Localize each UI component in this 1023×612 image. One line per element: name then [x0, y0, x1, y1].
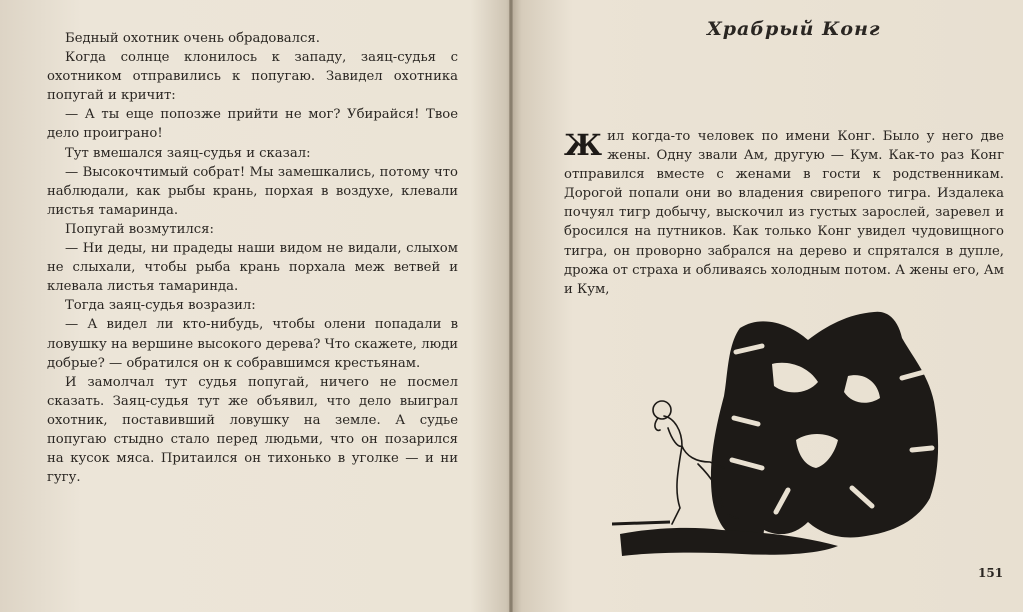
right-page	[512, 0, 1023, 612]
paragraph: Попугай возмутился:	[65, 221, 214, 237]
paragraph: — Ни деды, ни прадеды наши видом не видали, слыхом не слыхали, чтобы рыба крань порхала меж ветвей и клевала листья тамаринда.	[47, 241, 458, 295]
paragraph: И замолчал тут судья попугай, ничего не посмел сказать. Заяц-судья тут же объявил, что дело выиграл охотник, поставивший ловушку на земле. А судье попугаю стыдно стало перед людьми, что он позарился на кусок мяса. Притаился он тихонько в уголке — и ни гугу.	[47, 374, 458, 486]
paragraph: Тогда заяц-судья возразил:	[65, 298, 256, 314]
story-body: ил когда-то человек по имени Конг. Было у него две жены. Одну звали Ам, другую — Кум. Как-то раз Конг отправился вместе с женами в гости к родственникам. Дорогой попали они во владения свирепого тигра. Издалека почуял тигр добычу, выскочил из густых зарослей, заревел и бросился на путников. Как только Конг увидел чудовищного тигра, он проворно забрался на дерево и спрятался в дупле, дрожа от страха и обливаясь холодным потом. А жены его, Ам и Кум,	[564, 129, 1005, 297]
drop-cap: Ж	[564, 128, 603, 162]
paragraph: Когда солнце клонилось к западу, заяц-судья с охотником отправились к попугаю. Завидел охотника попугай и кричит:	[47, 50, 458, 104]
story-opening-paragraph	[564, 127, 1004, 299]
paragraph: — Высокочтимый собрат! Мы замешкались, потому что наблюдали, как рыбы крань, порхая в воздухе, клевали листья тамаринда.	[47, 164, 458, 218]
right-page-text	[564, 127, 1004, 299]
left-page	[0, 0, 510, 612]
tiger-head-icon	[711, 312, 938, 549]
paragraph: Бедный охотник очень обрадовался.	[65, 31, 320, 46]
page-number: 151	[978, 566, 1004, 580]
left-page-text	[47, 29, 458, 487]
story-title: Храбрый Конг	[707, 18, 881, 40]
tiger-and-man-illustration	[612, 300, 952, 562]
paragraph: — А ты еще попозже прийти не мог? Убирайся! Твое дело проиграно!	[47, 107, 458, 142]
paragraph: Тут вмешался заяц-судья и сказал:	[65, 145, 311, 161]
paragraph: — А видел ли кто-нибудь, чтобы олени попадали в ловушку на вершине высокого дерева? Что скажете, люди добрые? — обратился он к собравшимся крестьянам.	[47, 317, 458, 371]
